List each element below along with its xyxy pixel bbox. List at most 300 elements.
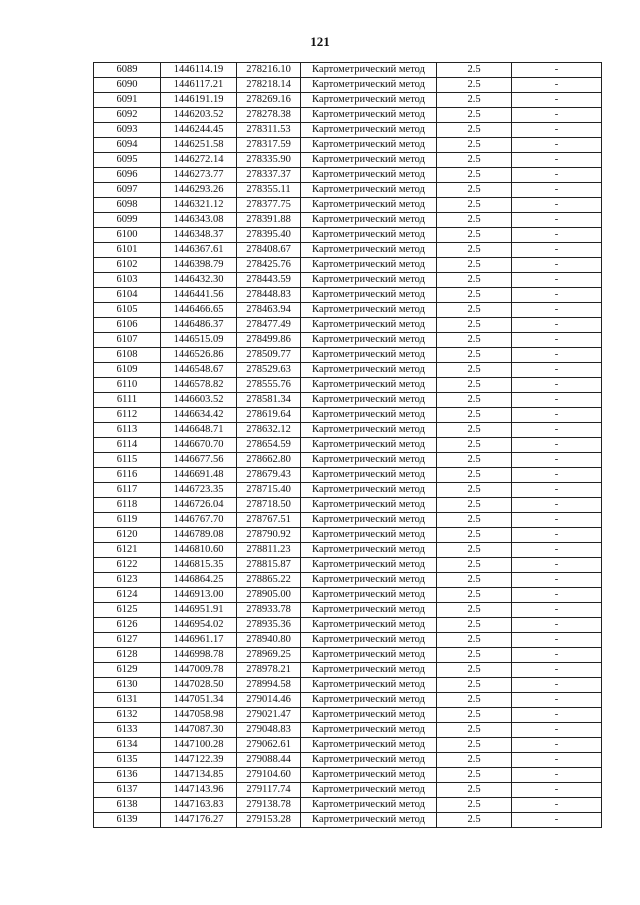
y-coordinate-cell: 278654.59 — [237, 438, 301, 453]
x-coordinate-cell: 1446244.45 — [161, 123, 237, 138]
accuracy-cell: 2.5 — [437, 78, 512, 93]
x-coordinate-cell: 1446191.19 — [161, 93, 237, 108]
method-cell: Картометрический метод — [301, 423, 437, 438]
x-coordinate-cell: 1446723.35 — [161, 483, 237, 498]
x-coordinate-cell: 1446343.08 — [161, 213, 237, 228]
x-coordinate-cell: 1446273.77 — [161, 168, 237, 183]
x-coordinate-cell: 1446348.37 — [161, 228, 237, 243]
table-row — [94, 723, 602, 738]
x-coordinate-cell: 1446293.26 — [161, 183, 237, 198]
method-cell: Картометрический метод — [301, 588, 437, 603]
method-cell: Картометрический метод — [301, 198, 437, 213]
note-cell: - — [512, 558, 602, 573]
accuracy-cell: 2.5 — [437, 603, 512, 618]
method-cell: Картометрический метод — [301, 618, 437, 633]
method-cell: Картометрический метод — [301, 273, 437, 288]
note-cell: - — [512, 693, 602, 708]
point-number-cell: 6120 — [94, 528, 161, 543]
table-row — [94, 483, 602, 498]
note-cell: - — [512, 123, 602, 138]
accuracy-cell: 2.5 — [437, 498, 512, 513]
table-row — [94, 468, 602, 483]
method-cell: Картометрический метод — [301, 693, 437, 708]
method-cell: Картометрический метод — [301, 573, 437, 588]
point-number-cell: 6127 — [94, 633, 161, 648]
x-coordinate-cell: 1446998.78 — [161, 648, 237, 663]
method-cell: Картометрический метод — [301, 558, 437, 573]
x-coordinate-cell: 1447100.28 — [161, 738, 237, 753]
method-cell: Картометрический метод — [301, 663, 437, 678]
y-coordinate-cell: 278632.12 — [237, 423, 301, 438]
method-cell: Картометрический метод — [301, 438, 437, 453]
y-coordinate-cell: 278718.50 — [237, 498, 301, 513]
point-number-cell: 6092 — [94, 108, 161, 123]
table-row — [94, 438, 602, 453]
method-cell: Картометрический метод — [301, 228, 437, 243]
note-cell: - — [512, 588, 602, 603]
point-number-cell: 6094 — [94, 138, 161, 153]
method-cell: Картометрический метод — [301, 543, 437, 558]
y-coordinate-cell: 278581.34 — [237, 393, 301, 408]
point-number-cell: 6100 — [94, 228, 161, 243]
point-number-cell: 6133 — [94, 723, 161, 738]
point-number-cell: 6139 — [94, 813, 161, 828]
accuracy-cell: 2.5 — [437, 228, 512, 243]
y-coordinate-cell: 278408.67 — [237, 243, 301, 258]
table-row — [94, 303, 602, 318]
y-coordinate-cell: 278317.59 — [237, 138, 301, 153]
note-cell: - — [512, 228, 602, 243]
accuracy-cell: 2.5 — [437, 318, 512, 333]
note-cell: - — [512, 288, 602, 303]
table-row — [94, 288, 602, 303]
x-coordinate-cell: 1447176.27 — [161, 813, 237, 828]
x-coordinate-cell: 1446321.12 — [161, 198, 237, 213]
point-number-cell: 6129 — [94, 663, 161, 678]
y-coordinate-cell: 279104.60 — [237, 768, 301, 783]
accuracy-cell: 2.5 — [437, 243, 512, 258]
accuracy-cell: 2.5 — [437, 378, 512, 393]
note-cell: - — [512, 408, 602, 423]
method-cell: Картометрический метод — [301, 648, 437, 663]
table-row — [94, 168, 602, 183]
method-cell: Картометрический метод — [301, 108, 437, 123]
x-coordinate-cell: 1446789.08 — [161, 528, 237, 543]
table-row — [94, 768, 602, 783]
note-cell: - — [512, 513, 602, 528]
point-number-cell: 6122 — [94, 558, 161, 573]
table-row — [94, 363, 602, 378]
x-coordinate-cell: 1446578.82 — [161, 378, 237, 393]
method-cell: Картометрический метод — [301, 783, 437, 798]
note-cell: - — [512, 483, 602, 498]
point-number-cell: 6106 — [94, 318, 161, 333]
x-coordinate-cell: 1446864.25 — [161, 573, 237, 588]
point-number-cell: 6109 — [94, 363, 161, 378]
note-cell: - — [512, 78, 602, 93]
x-coordinate-cell: 1446466.65 — [161, 303, 237, 318]
y-coordinate-cell: 278969.25 — [237, 648, 301, 663]
accuracy-cell: 2.5 — [437, 423, 512, 438]
x-coordinate-cell: 1447058.98 — [161, 708, 237, 723]
point-number-cell: 6115 — [94, 453, 161, 468]
point-number-cell: 6114 — [94, 438, 161, 453]
y-coordinate-cell: 278377.75 — [237, 198, 301, 213]
note-cell: - — [512, 243, 602, 258]
x-coordinate-cell: 1446251.58 — [161, 138, 237, 153]
note-cell: - — [512, 723, 602, 738]
method-cell: Картометрический метод — [301, 243, 437, 258]
table-row — [94, 198, 602, 213]
x-coordinate-cell: 1447009.78 — [161, 663, 237, 678]
point-number-cell: 6126 — [94, 618, 161, 633]
coordinates-table — [93, 62, 602, 828]
note-cell: - — [512, 648, 602, 663]
accuracy-cell: 2.5 — [437, 588, 512, 603]
table-row — [94, 753, 602, 768]
note-cell: - — [512, 753, 602, 768]
accuracy-cell: 2.5 — [437, 513, 512, 528]
note-cell: - — [512, 108, 602, 123]
point-number-cell: 6123 — [94, 573, 161, 588]
note-cell: - — [512, 93, 602, 108]
method-cell: Картометрический метод — [301, 633, 437, 648]
note-cell: - — [512, 528, 602, 543]
point-number-cell: 6091 — [94, 93, 161, 108]
y-coordinate-cell: 278448.83 — [237, 288, 301, 303]
method-cell: Картометрический метод — [301, 78, 437, 93]
accuracy-cell: 2.5 — [437, 543, 512, 558]
method-cell: Картометрический метод — [301, 213, 437, 228]
x-coordinate-cell: 1446486.37 — [161, 318, 237, 333]
method-cell: Картометрический метод — [301, 393, 437, 408]
accuracy-cell: 2.5 — [437, 288, 512, 303]
y-coordinate-cell: 278477.49 — [237, 318, 301, 333]
point-number-cell: 6135 — [94, 753, 161, 768]
y-coordinate-cell: 278905.00 — [237, 588, 301, 603]
point-number-cell: 6096 — [94, 168, 161, 183]
point-number-cell: 6103 — [94, 273, 161, 288]
note-cell: - — [512, 333, 602, 348]
x-coordinate-cell: 1446526.86 — [161, 348, 237, 363]
note-cell: - — [512, 768, 602, 783]
note-cell: - — [512, 633, 602, 648]
y-coordinate-cell: 278940.80 — [237, 633, 301, 648]
table-row — [94, 618, 602, 633]
accuracy-cell: 2.5 — [437, 453, 512, 468]
method-cell: Картометрический метод — [301, 363, 437, 378]
note-cell: - — [512, 378, 602, 393]
note-cell: - — [512, 363, 602, 378]
point-number-cell: 6134 — [94, 738, 161, 753]
x-coordinate-cell: 1446603.52 — [161, 393, 237, 408]
accuracy-cell: 2.5 — [437, 798, 512, 813]
note-cell: - — [512, 348, 602, 363]
method-cell: Картометрический метод — [301, 63, 437, 78]
x-coordinate-cell: 1447122.39 — [161, 753, 237, 768]
method-cell: Картометрический метод — [301, 813, 437, 828]
method-cell: Картометрический метод — [301, 168, 437, 183]
point-number-cell: 6102 — [94, 258, 161, 273]
accuracy-cell: 2.5 — [437, 438, 512, 453]
point-number-cell: 6113 — [94, 423, 161, 438]
table-row — [94, 573, 602, 588]
method-cell: Картометрический метод — [301, 153, 437, 168]
table-row — [94, 228, 602, 243]
x-coordinate-cell: 1446670.70 — [161, 438, 237, 453]
accuracy-cell: 2.5 — [437, 783, 512, 798]
x-coordinate-cell: 1446634.42 — [161, 408, 237, 423]
table-row — [94, 498, 602, 513]
method-cell: Картометрический метод — [301, 723, 437, 738]
x-coordinate-cell: 1447143.96 — [161, 783, 237, 798]
y-coordinate-cell: 278715.40 — [237, 483, 301, 498]
point-number-cell: 6130 — [94, 678, 161, 693]
x-coordinate-cell: 1447134.85 — [161, 768, 237, 783]
table-row — [94, 588, 602, 603]
y-coordinate-cell: 279088.44 — [237, 753, 301, 768]
y-coordinate-cell: 279062.61 — [237, 738, 301, 753]
accuracy-cell: 2.5 — [437, 393, 512, 408]
accuracy-cell: 2.5 — [437, 123, 512, 138]
y-coordinate-cell: 278790.92 — [237, 528, 301, 543]
y-coordinate-cell: 278269.16 — [237, 93, 301, 108]
y-coordinate-cell: 279048.83 — [237, 723, 301, 738]
y-coordinate-cell: 278679.43 — [237, 468, 301, 483]
note-cell: - — [512, 273, 602, 288]
accuracy-cell: 2.5 — [437, 153, 512, 168]
table-row — [94, 93, 602, 108]
accuracy-cell: 2.5 — [437, 138, 512, 153]
table-row — [94, 408, 602, 423]
method-cell: Картометрический метод — [301, 303, 437, 318]
y-coordinate-cell: 278278.38 — [237, 108, 301, 123]
x-coordinate-cell: 1446913.00 — [161, 588, 237, 603]
point-number-cell: 6099 — [94, 213, 161, 228]
y-coordinate-cell: 278355.11 — [237, 183, 301, 198]
table-row — [94, 783, 602, 798]
table-row — [94, 558, 602, 573]
note-cell: - — [512, 183, 602, 198]
y-coordinate-cell: 279021.47 — [237, 708, 301, 723]
point-number-cell: 6132 — [94, 708, 161, 723]
accuracy-cell: 2.5 — [437, 618, 512, 633]
table-row — [94, 318, 602, 333]
x-coordinate-cell: 1447087.30 — [161, 723, 237, 738]
point-number-cell: 6098 — [94, 198, 161, 213]
y-coordinate-cell: 278337.37 — [237, 168, 301, 183]
note-cell: - — [512, 318, 602, 333]
x-coordinate-cell: 1446272.14 — [161, 153, 237, 168]
y-coordinate-cell: 278767.51 — [237, 513, 301, 528]
method-cell: Картометрический метод — [301, 453, 437, 468]
note-cell: - — [512, 138, 602, 153]
point-number-cell: 6101 — [94, 243, 161, 258]
x-coordinate-cell: 1446398.79 — [161, 258, 237, 273]
note-cell: - — [512, 738, 602, 753]
x-coordinate-cell: 1447028.50 — [161, 678, 237, 693]
y-coordinate-cell: 278391.88 — [237, 213, 301, 228]
x-coordinate-cell: 1446691.48 — [161, 468, 237, 483]
y-coordinate-cell: 279117.74 — [237, 783, 301, 798]
method-cell: Картометрический метод — [301, 333, 437, 348]
table-row — [94, 738, 602, 753]
method-cell: Картометрический метод — [301, 468, 437, 483]
accuracy-cell: 2.5 — [437, 303, 512, 318]
note-cell: - — [512, 153, 602, 168]
x-coordinate-cell: 1446114.19 — [161, 63, 237, 78]
table-row — [94, 813, 602, 828]
y-coordinate-cell: 278395.40 — [237, 228, 301, 243]
x-coordinate-cell: 1446954.02 — [161, 618, 237, 633]
method-cell: Картометрический метод — [301, 138, 437, 153]
point-number-cell: 6119 — [94, 513, 161, 528]
point-number-cell: 6117 — [94, 483, 161, 498]
method-cell: Картометрический метод — [301, 528, 437, 543]
table-row — [94, 678, 602, 693]
accuracy-cell: 2.5 — [437, 633, 512, 648]
method-cell: Картометрический метод — [301, 408, 437, 423]
accuracy-cell: 2.5 — [437, 213, 512, 228]
y-coordinate-cell: 278335.90 — [237, 153, 301, 168]
table-row — [94, 393, 602, 408]
accuracy-cell: 2.5 — [437, 468, 512, 483]
x-coordinate-cell: 1446951.91 — [161, 603, 237, 618]
x-coordinate-cell: 1447163.83 — [161, 798, 237, 813]
method-cell: Картометрический метод — [301, 678, 437, 693]
x-coordinate-cell: 1446648.71 — [161, 423, 237, 438]
accuracy-cell: 2.5 — [437, 108, 512, 123]
table-row — [94, 78, 602, 93]
accuracy-cell: 2.5 — [437, 363, 512, 378]
y-coordinate-cell: 279138.78 — [237, 798, 301, 813]
table-row — [94, 63, 602, 78]
x-coordinate-cell: 1446810.60 — [161, 543, 237, 558]
x-coordinate-cell: 1446117.21 — [161, 78, 237, 93]
y-coordinate-cell: 278865.22 — [237, 573, 301, 588]
point-number-cell: 6104 — [94, 288, 161, 303]
table-row — [94, 423, 602, 438]
note-cell: - — [512, 168, 602, 183]
accuracy-cell: 2.5 — [437, 813, 512, 828]
note-cell: - — [512, 603, 602, 618]
y-coordinate-cell: 278443.59 — [237, 273, 301, 288]
accuracy-cell: 2.5 — [437, 198, 512, 213]
method-cell: Картометрический метод — [301, 753, 437, 768]
point-number-cell: 6095 — [94, 153, 161, 168]
table-row — [94, 213, 602, 228]
accuracy-cell: 2.5 — [437, 348, 512, 363]
accuracy-cell: 2.5 — [437, 558, 512, 573]
point-number-cell: 6093 — [94, 123, 161, 138]
method-cell: Картометрический метод — [301, 348, 437, 363]
point-number-cell: 6107 — [94, 333, 161, 348]
point-number-cell: 6128 — [94, 648, 161, 663]
note-cell: - — [512, 393, 602, 408]
point-number-cell: 6131 — [94, 693, 161, 708]
table-row — [94, 543, 602, 558]
x-coordinate-cell: 1446548.67 — [161, 363, 237, 378]
x-coordinate-cell: 1446441.56 — [161, 288, 237, 303]
note-cell: - — [512, 303, 602, 318]
y-coordinate-cell: 278216.10 — [237, 63, 301, 78]
accuracy-cell: 2.5 — [437, 183, 512, 198]
y-coordinate-cell: 278933.78 — [237, 603, 301, 618]
table-row — [94, 453, 602, 468]
note-cell: - — [512, 543, 602, 558]
table-row — [94, 123, 602, 138]
note-cell: - — [512, 438, 602, 453]
method-cell: Картометрический метод — [301, 738, 437, 753]
method-cell: Картометрический метод — [301, 798, 437, 813]
point-number-cell: 6137 — [94, 783, 161, 798]
point-number-cell: 6118 — [94, 498, 161, 513]
point-number-cell: 6136 — [94, 768, 161, 783]
accuracy-cell: 2.5 — [437, 273, 512, 288]
accuracy-cell: 2.5 — [437, 573, 512, 588]
x-coordinate-cell: 1446815.35 — [161, 558, 237, 573]
note-cell: - — [512, 618, 602, 633]
accuracy-cell: 2.5 — [437, 408, 512, 423]
x-coordinate-cell: 1446367.61 — [161, 243, 237, 258]
note-cell: - — [512, 798, 602, 813]
method-cell: Картометрический метод — [301, 288, 437, 303]
table-row — [94, 333, 602, 348]
point-number-cell: 6089 — [94, 63, 161, 78]
method-cell: Картометрический метод — [301, 378, 437, 393]
table-row — [94, 663, 602, 678]
note-cell: - — [512, 468, 602, 483]
table-row — [94, 798, 602, 813]
note-cell: - — [512, 198, 602, 213]
method-cell: Картометрический метод — [301, 483, 437, 498]
table-row — [94, 528, 602, 543]
x-coordinate-cell: 1446677.56 — [161, 453, 237, 468]
accuracy-cell: 2.5 — [437, 723, 512, 738]
y-coordinate-cell: 278555.76 — [237, 378, 301, 393]
method-cell: Картометрический метод — [301, 513, 437, 528]
y-coordinate-cell: 278529.63 — [237, 363, 301, 378]
y-coordinate-cell: 278311.53 — [237, 123, 301, 138]
accuracy-cell: 2.5 — [437, 63, 512, 78]
accuracy-cell: 2.5 — [437, 258, 512, 273]
table-row — [94, 183, 602, 198]
coordinates-table-body — [94, 63, 602, 828]
x-coordinate-cell: 1447051.34 — [161, 693, 237, 708]
note-cell: - — [512, 63, 602, 78]
point-number-cell: 6090 — [94, 78, 161, 93]
point-number-cell: 6138 — [94, 798, 161, 813]
table-row — [94, 108, 602, 123]
x-coordinate-cell: 1446726.04 — [161, 498, 237, 513]
method-cell: Картометрический метод — [301, 123, 437, 138]
point-number-cell: 6110 — [94, 378, 161, 393]
note-cell: - — [512, 813, 602, 828]
method-cell: Картометрический метод — [301, 768, 437, 783]
point-number-cell: 6111 — [94, 393, 161, 408]
table-row — [94, 633, 602, 648]
note-cell: - — [512, 663, 602, 678]
point-number-cell: 6121 — [94, 543, 161, 558]
accuracy-cell: 2.5 — [437, 528, 512, 543]
accuracy-cell: 2.5 — [437, 693, 512, 708]
table-row — [94, 243, 602, 258]
method-cell: Картометрический метод — [301, 93, 437, 108]
accuracy-cell: 2.5 — [437, 768, 512, 783]
accuracy-cell: 2.5 — [437, 648, 512, 663]
x-coordinate-cell: 1446767.70 — [161, 513, 237, 528]
point-number-cell: 6097 — [94, 183, 161, 198]
